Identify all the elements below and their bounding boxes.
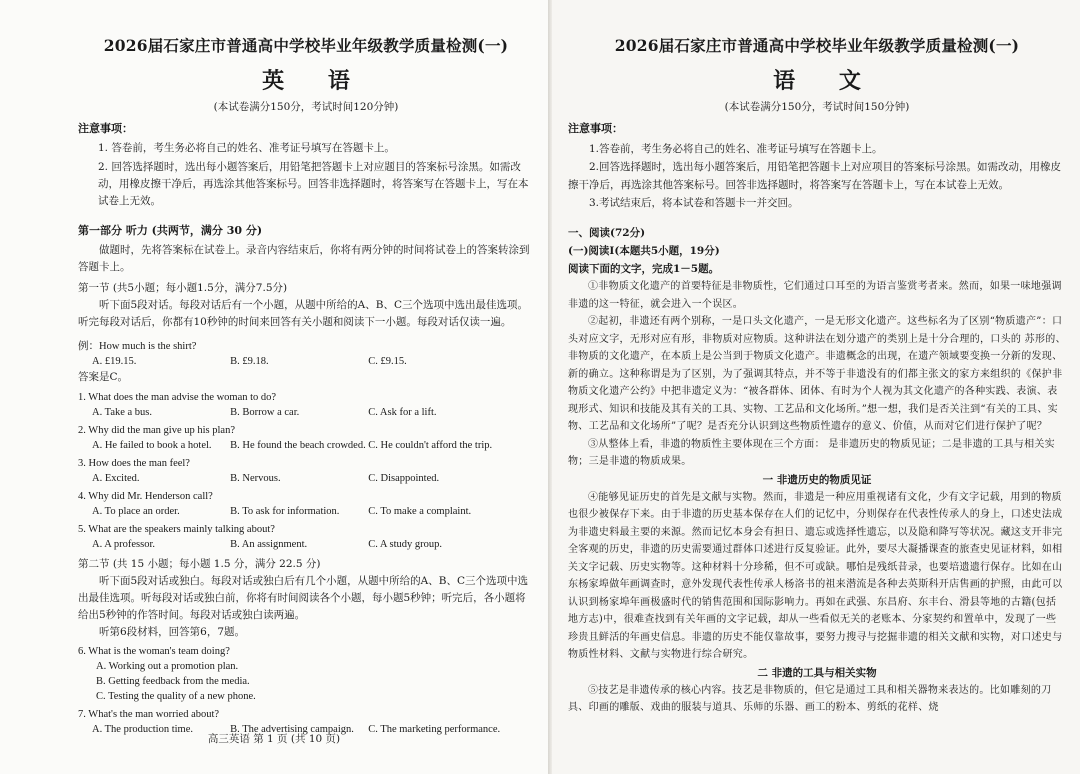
- reading-subheading-1: 一 非遗历史的物质见证: [762, 473, 872, 486]
- chinese-notice-title: 注意事项：: [568, 122, 623, 135]
- question-text: 4. Why did Mr. Henderson call?: [78, 491, 213, 502]
- question-options: [78, 537, 534, 552]
- example-answer: 答案是C。: [78, 371, 129, 383]
- example-option-a: A. £19.15.: [92, 356, 137, 367]
- option-b: B. Nervous.: [230, 473, 281, 484]
- option-b: B. The advertising campaign.: [230, 724, 354, 735]
- question-7-text: 7. What's the man worried about?: [78, 709, 220, 720]
- english-subject-title: 英 语: [262, 68, 368, 94]
- question-6-option-c: C. Testing the quality of a new phone.: [96, 691, 256, 702]
- reading-paragraph-3: ③从整体上看，非遗的物质性主要体现在三个方面： 是非遗历史的物质见证；二是非遗的工具与相关实物；三是非遗的物质成果。: [568, 438, 1055, 467]
- question-item: [78, 489, 534, 519]
- english-exam-note: (本试卷满分150分，考试时间120分钟): [213, 101, 399, 113]
- section1-questions: [78, 390, 534, 552]
- english-notice-2: 2. 回答选择题时，选出每小题答案后，用铅笔把答题卡上对应题目的答案标号涂黑。如需改动，用橡皮擦干净后，再选涂其他答案标号。回答非选择题时，将答案写在答题卡上，写在本试卷上无效。: [98, 161, 529, 207]
- question-item: [78, 522, 534, 552]
- chinese-exam-page: [552, 0, 1080, 774]
- option-b: B. Borrow a car.: [230, 407, 300, 418]
- option-c: C. The marketing performance.: [368, 724, 501, 735]
- example-option-c: C. £9.15.: [368, 356, 407, 367]
- example-question: [78, 339, 534, 386]
- reading-paragraph-5: ⑤技艺是非遗传承的核心内容。技艺是非物质的，但它是通过工具和相关器物来表达的。比如雕刻的刀具、印画的雕版、戏曲的服装与道具、乐师的乐器、画工的粉本、剪纸的花样、烧: [568, 684, 1052, 713]
- option-c: C. He couldn't afford the trip.: [368, 440, 493, 451]
- option-c: C. To make a complaint.: [368, 506, 472, 517]
- english-section2-intro: 听下面5段对话或独白。每段对话或独白后有几个小题，从题中所给的A、B、C三个选项中选出最佳选项。听每段对话或独白前，你将有时间阅读各个小题，每小题5秒钟；听完后，各小题将给出5秒钟的作答时间。每段对话或独白读两遍。: [78, 575, 529, 621]
- option-a: A. Excited.: [92, 473, 140, 484]
- question-item: [78, 423, 534, 453]
- option-b: B. To ask for information.: [230, 506, 340, 517]
- chinese-reading1-title: (一)阅读Ⅰ(本题共5小题，19分): [568, 245, 720, 257]
- reading-paragraph-4: ④能够见证历史的首先是文献与实物。然而，非遗是一种应用重视诸有文化，少有文字记载，用到的物质也很少被保存下来。由于非遗的历史基本保存在人们的记忆中，分则保存在代表性传承人的身上，口述史法成为非遗史料最主要的来源。然而记忆本身会有担日、遗忘或选择性遗忘，以及隐和降写等状况。藏这支开非完全客观的历史，非遗的历史需要通过群体口述进行反复验证。此外，要尽大凝播课查的旅查史见证材料，如相关文字记载、历史实物等。这种材料十分珍稀，但不可或缺。哪怕是残纸昔录，也要培遗遗行保存。比如在山东杨家埠做年画调查时，意外发现代表性传承人杨洛书的祖来潜流是各种去英斯科开店售画的护照，由此可以认识到杨家埠年画极盛时代的销售范围和国际影响力。再如在武强、东昌府、东丰台、滑县等地的古籍(包括地方志)中，很难查找到有关年画的文字记载，却从一些看似无关的老账本、分家契约和置单中，发现了一些珍贵且鲜活的年画史信息。非遗的历史不能仅靠故事，要努力搜寻与挖掘非遗的相关文献和实物，对口述史与物质性材料、文献与实物进行综合研究。: [568, 491, 1063, 660]
- option-b: B. An assignment.: [230, 539, 308, 550]
- question-item: [78, 456, 534, 486]
- question-text: 2. Why did the man give up his plan?: [78, 425, 235, 436]
- english-section1-title: 第一节 (共5小题；每小题1.5分，满分7.5分): [78, 282, 288, 294]
- chinese-subject-title: 语 文: [773, 68, 879, 94]
- reading-subheading-2: 二 非遗的工具与相关实物: [757, 666, 877, 679]
- question-text: 5. What are the speakers mainly talking about?: [78, 524, 275, 535]
- english-notice-list: [78, 140, 534, 210]
- reading-paragraph-2: ②起初，非遗还有两个别称，一是口头文化遗产，一是无形文化遗产。这些标名为了区别“物质遗产”：口头对应文字，无形对应有形，非物质对应物质。这种讲法在划分遗产的类别上是十分合理的，口头的 苏形的、非物质的文化遗产，在本质上是公当到于物质文化遗产。非遗概念的出现，在遗产领域要变换一分新的发现、新的确立。这种称谓是为了区别，为了强调其特点，并不等于非遗没有的们都主张文的家方来组织的《保护非物质文化遗产公约》中把非遗定义为：“被各群体、团体、有时为个人视为其文化遗产的各种实践、表演、表现形式、知识和技能及其有关的工具、实物、工艺品和文化场所。”想一想，我们是否关注到“有关的工具、实物、工艺品和文化场所”了呢？是否充分认识到这些物质性遗存的意义、价值，从而对它们进行保护了呢？: [568, 316, 1066, 432]
- question-6-option-b: B. Getting feedback from the media.: [96, 676, 250, 687]
- chinese-notice-3: 3.考试结束后，将本试卷和答题卡一并交回。: [589, 197, 799, 209]
- question-item: [78, 390, 534, 420]
- question-6: [78, 644, 534, 704]
- option-c: C. Disappointed.: [368, 473, 440, 484]
- example-question-text: 例：How much is the shirt?: [78, 341, 197, 352]
- english-section1-intro: 听下面5段对话。每段对话后有一个小题，从题中所给的A、B、C三个选项中选出最佳选项。听完每段对话后，你都有10秒钟的时间来回答有关小题和阅读下一小题。每段对话仅读一遍。: [78, 299, 529, 328]
- question-options: [78, 405, 534, 420]
- reading-paragraph-1: ①非物质文化遗产的首要特征是非物质性，它们通过口耳至的为语言鉴赏考者来。然而，如果一味地强调非遗的这一特征，就会进入一个误区。: [568, 281, 1062, 310]
- option-b: B. He found the beach crowded.: [230, 440, 366, 451]
- english-part1-intro: 做题时，先将答案标在试卷上。录音内容结束后，你将有两分钟的时间将试卷上的答案转涂到答题卡上。: [78, 244, 530, 273]
- option-a: A. To place an order.: [92, 506, 180, 517]
- question-text: 1. What does the man advise the woman to do?: [78, 392, 277, 403]
- chinese-page-header: 2026届石家庄市普通高中学校毕业年级教学质量检测(一): [614, 36, 1020, 55]
- chinese-notice-2: 2.回答选择题时，选出每小题答案后，用铅笔把答题卡上对应项目的答案标号涂黑。如需改动，用橡皮擦干净后，再选涂其他答案标号。回答非选择题时，将答案写在答题卡上，写在本试卷上无效。: [568, 161, 1062, 191]
- option-a: A. A professor.: [92, 539, 155, 550]
- option-c: C. A study group.: [368, 539, 443, 550]
- chinese-notice-1: 1.答卷前，考生务必将自己的姓名、准考证号填写在答题卡上。: [589, 143, 883, 155]
- chinese-part1-title: 一、阅读(72分): [568, 227, 646, 239]
- question-options: [78, 438, 534, 453]
- english-section2-listen: 听第6段材料，回答第6，7题。: [99, 626, 246, 638]
- chinese-reading-instruction: 阅读下面的文字，完成1－5题。: [568, 263, 720, 275]
- option-a: A. The production time.: [92, 724, 193, 735]
- example-options: [78, 354, 534, 369]
- english-part1-title: 第一部分 听力 (共两节，满分 30 分): [78, 224, 263, 237]
- option-a: A. Take a bus.: [92, 407, 153, 418]
- english-section2-title: 第二节 (共 15 小题；每小题 1.5 分，满分 22.5 分): [78, 558, 321, 570]
- english-page-footer: 高三英语 第 1 页 (共 10 页): [207, 733, 341, 745]
- example-option-b: B. £9.18.: [230, 356, 269, 367]
- english-notice-title: 注意事项：: [78, 122, 133, 135]
- question-6-option-a: A. Working out a promotion plan.: [96, 661, 239, 672]
- question-text: 3. How does the man feel?: [78, 458, 190, 469]
- option-a: A. He failed to book a hotel.: [92, 440, 212, 451]
- chinese-exam-note: (本试卷满分150分，考试时间150分钟): [724, 101, 910, 113]
- question-options: [78, 471, 534, 486]
- option-c: C. Ask for a lift.: [368, 407, 437, 418]
- chinese-notice-list: [568, 140, 1066, 212]
- question-6-text: 6. What is the woman's team doing?: [78, 646, 230, 657]
- english-notice-1: 1. 答卷前，考生务必将自己的姓名、准考证号填写在答题卡上。: [98, 142, 395, 154]
- english-page-header: 2026届石家庄市普通高中学校毕业年级教学质量检测(一): [103, 36, 509, 55]
- question-options: [78, 504, 534, 519]
